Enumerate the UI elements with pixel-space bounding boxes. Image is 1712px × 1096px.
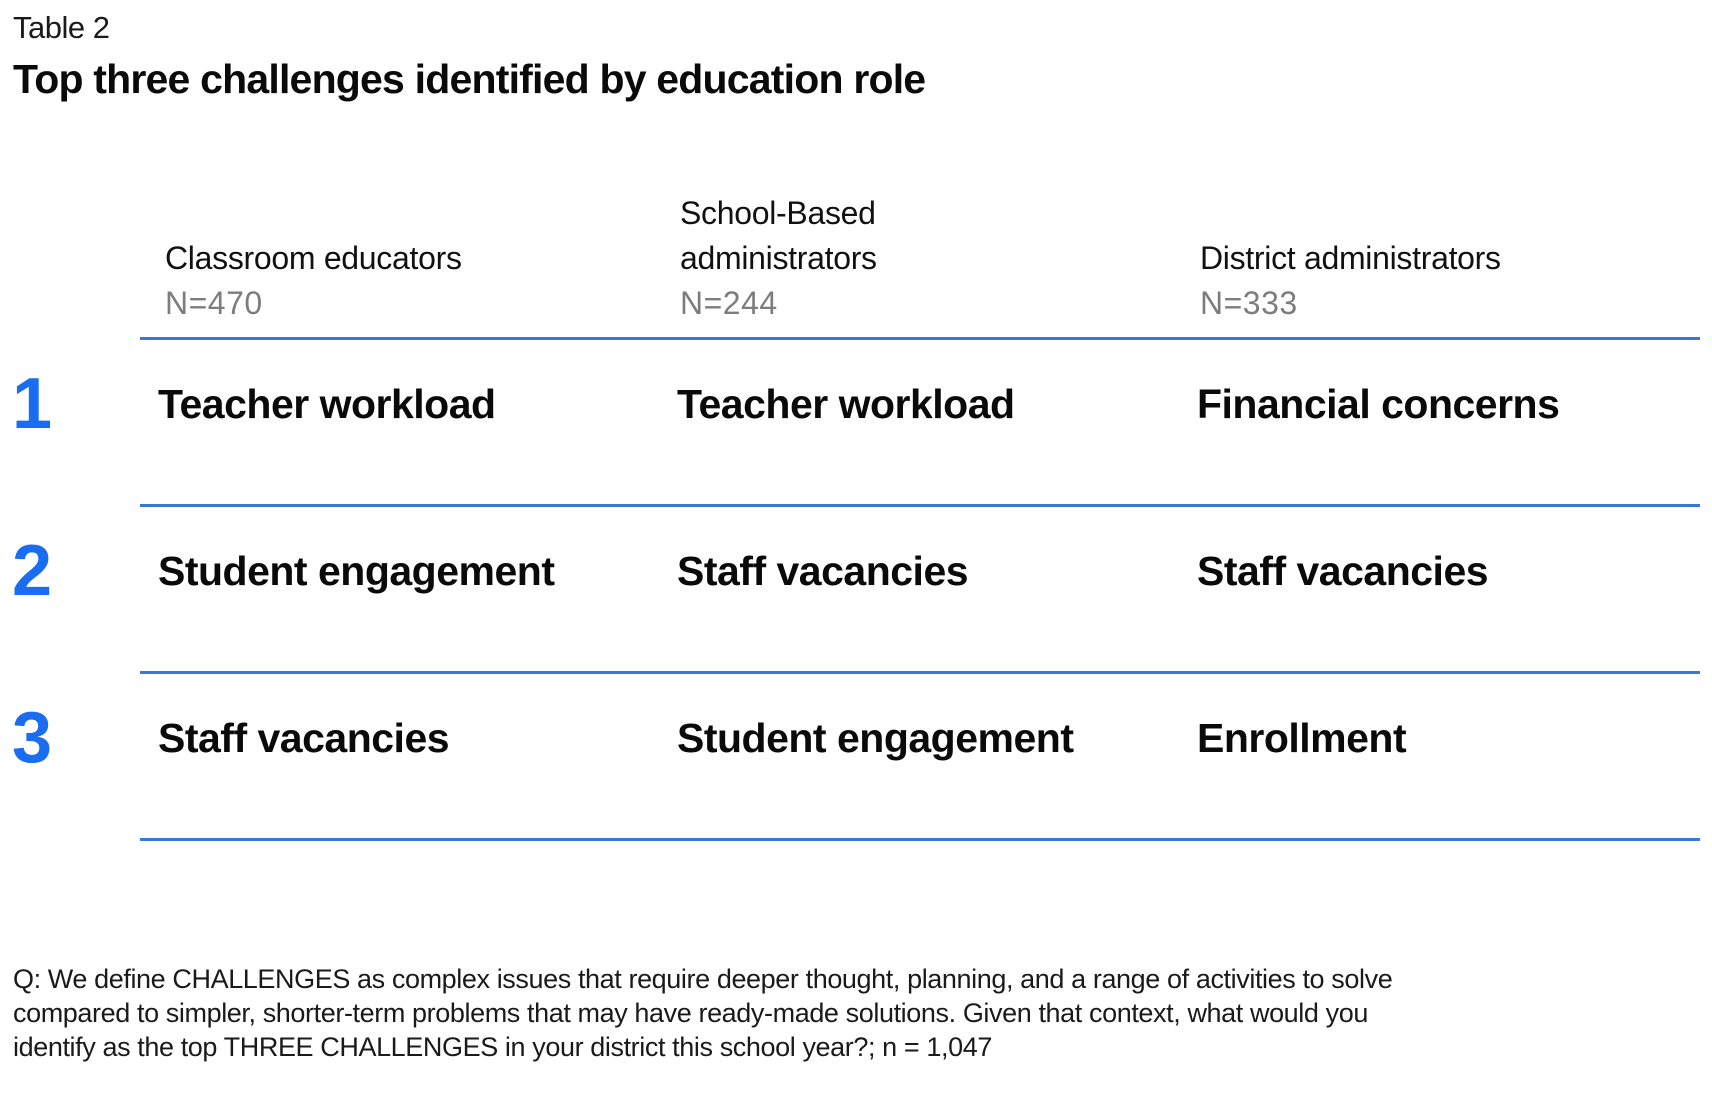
- cell-classroom-educators: Student engagement: [158, 548, 555, 594]
- cell-school-based-administrators: Teacher workload: [677, 381, 1015, 427]
- footnote-question: [13, 962, 1703, 1064]
- column-name-line1: School-Based: [680, 195, 876, 231]
- table-row-rank-1: [0, 340, 1712, 504]
- table-label: Table 2: [13, 10, 110, 45]
- page-title: Top three challenges identified by education role: [13, 56, 926, 102]
- column-sample-size: N=333: [1200, 285, 1298, 321]
- cell-classroom-educators: Teacher workload: [158, 381, 496, 427]
- cell-school-based-administrators: Staff vacancies: [677, 548, 969, 594]
- cell-school-based-administrators: Student engagement: [677, 715, 1074, 761]
- column-name: administrators: [680, 240, 877, 276]
- footnote-line: compared to simpler, shorter-term problems that may have ready-made solutions. Given that context, what would you: [13, 998, 1368, 1028]
- divider-row-3: [140, 838, 1700, 841]
- rank-number: 2: [12, 531, 53, 611]
- cell-district-administrators: Staff vacancies: [1197, 548, 1489, 594]
- cell-classroom-educators: Staff vacancies: [158, 715, 450, 761]
- rank-number: 3: [12, 698, 53, 778]
- rank-number: 1: [12, 364, 53, 444]
- column-sample-size: N=470: [165, 285, 263, 321]
- table-header: [0, 180, 1712, 330]
- column-header-classroom-educators: [165, 236, 665, 330]
- column-header-district-administrators: [1200, 236, 1700, 330]
- cell-district-administrators: Financial concerns: [1197, 381, 1560, 427]
- table-row-rank-3: [0, 674, 1712, 838]
- footnote-line: identify as the top THREE CHALLENGES in your district this school year?; n = 1,047: [13, 1032, 992, 1062]
- column-sample-size: N=244: [680, 285, 778, 321]
- cell-district-administrators: Enrollment: [1197, 715, 1407, 761]
- footnote-line: Q: We define CHALLENGES as complex issues that require deeper thought, planning, and a range of activities to solve: [13, 964, 1393, 994]
- column-header-school-based-administrators: [680, 191, 1180, 330]
- column-name: District administrators: [1200, 240, 1501, 276]
- table-row-rank-2: [0, 507, 1712, 671]
- column-name: Classroom educators: [165, 240, 462, 276]
